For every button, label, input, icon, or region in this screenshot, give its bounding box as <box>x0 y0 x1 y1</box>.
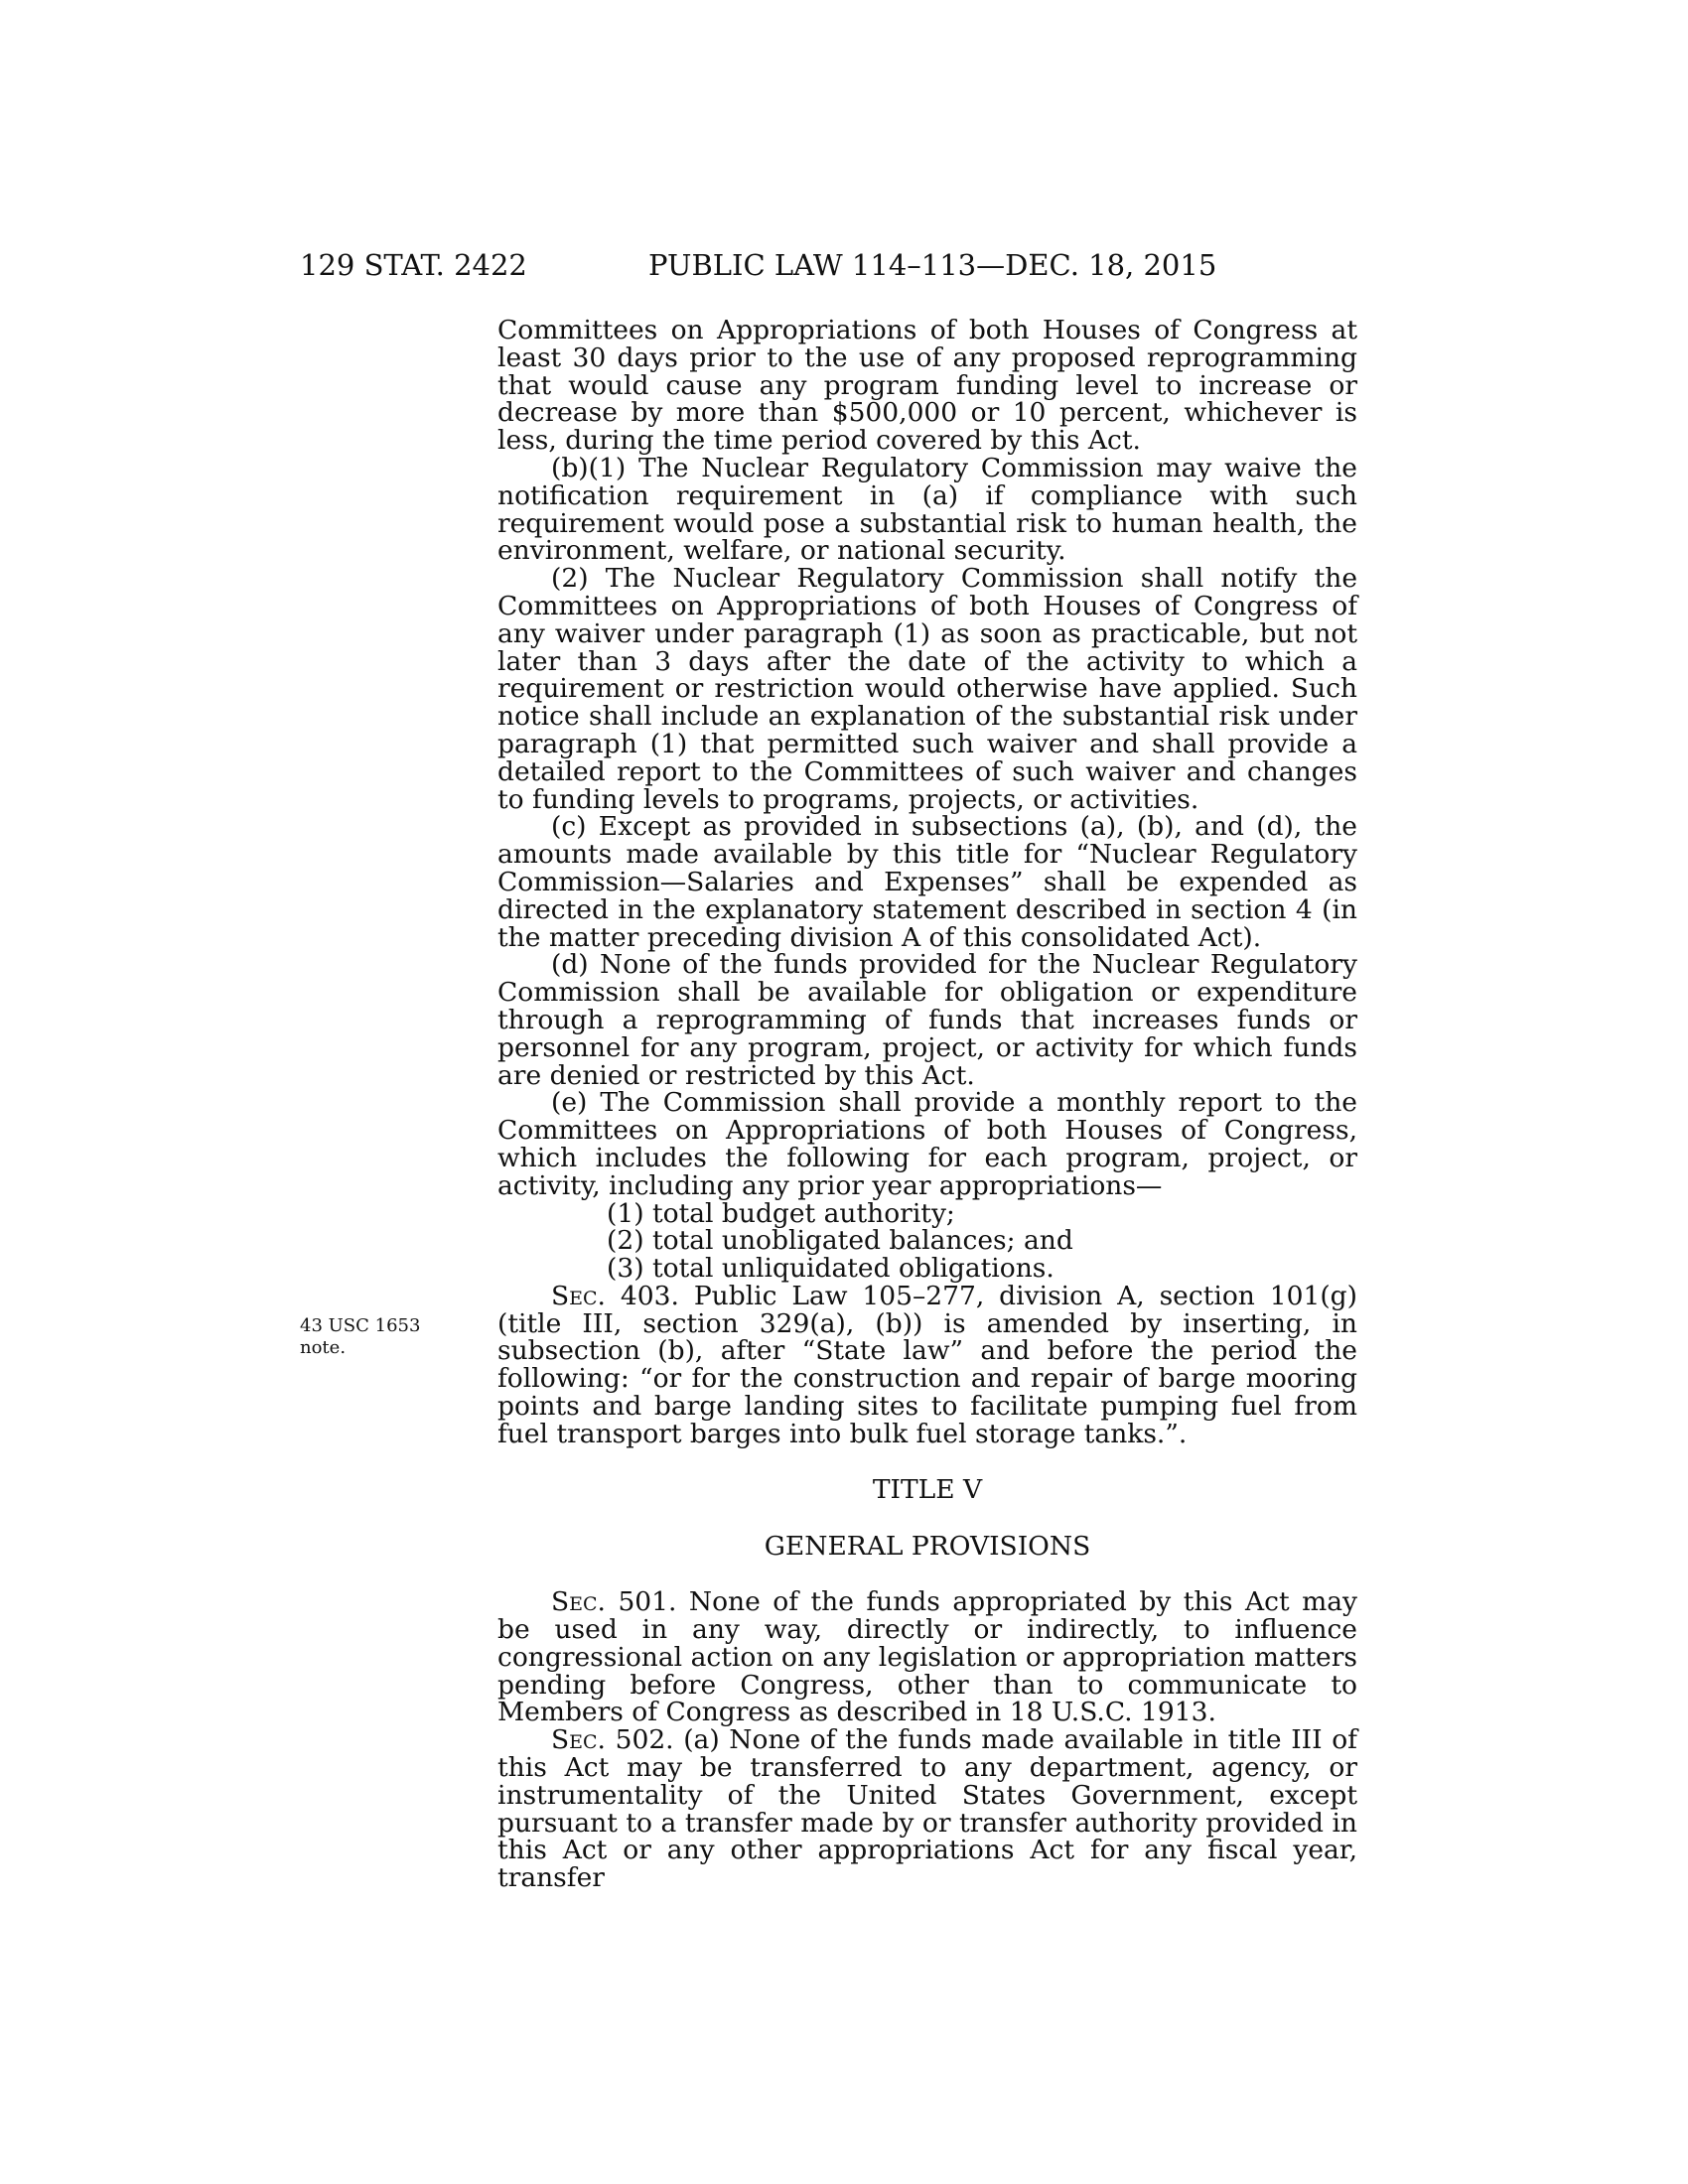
paragraph-b1: (b)(1) The Nuclear Regulatory Commission may waive the notification requirement in (a) if compliance with such requirement would pose a substantial risk to human health, the environment, welfare, or national security. <box>497 452 1357 567</box>
statute-page-number: 129 STAT. 2422 <box>300 248 527 282</box>
paragraph-c: (c) Except as provided in subsections (a), (b), and (d), the amounts made available by this title for “Nuclear Regulatory Commission—Salaries and Expenses” shall be expended as directed in the explanatory statement described in section 4 (in the matter preceding division A of this consolidated Act). <box>497 811 1357 953</box>
section-501 <box>497 1588 1357 1726</box>
title-v-heading: TITLE V <box>872 1473 983 1505</box>
margin-citation-line: 43 USC 1653 <box>300 1315 421 1336</box>
paragraph-e: (e) The Commission shall provide a monthly report to the Committees on Appropriations of both Houses of Congress, which includes the following for each program, project, or activity, including any prior year appropriations— <box>497 1087 1357 1201</box>
list-item-3: (3) total unliquidated obligations. <box>607 1253 1055 1285</box>
body-text-column <box>497 317 1357 1892</box>
section-502-text: (a) None of the funds made available in title III of this Act may be transferred to any department, agency, or instrumentality of the United States Government, except pursuant to a transfer made by or transfer authority provided in this Act or any other appropriations Act for any fiscal year, transfer <box>497 1724 1357 1894</box>
paragraph-intro-continued: Committees on Appropriations of both Houses of Congress at least 30 days prior to the use of any proposed reprogramming that would cause any program funding level to increase or decrease by more than $500,000 or 10 percent, whichever is less, during the time period covered by this Act. <box>497 315 1357 457</box>
general-provisions-heading: GENERAL PROVISIONS <box>764 1531 1091 1563</box>
page-header <box>0 248 1688 288</box>
section-502-label: Sec. 502. <box>551 1724 674 1756</box>
section-403-text: Public Law 105–277, division A, section 101(g) (title III, section 329(a), (b)) is amended by inserting, in subsection (b), after “State law” and before the period the following: “or for the construction and repair of barge mooring points and barge landing sites to facilitate pumping fuel from fuel transport barges into bulk fuel storage tanks.”. <box>497 1280 1357 1449</box>
paragraph-d: (d) None of the funds provided for the Nuclear Regulatory Commission shall be available for obligation or expenditure through a reprogramming of funds that increases funds or personnel for any program, project, or activity for which funds are denied or restricted by this Act. <box>497 949 1357 1091</box>
list-item-2: (2) total unobligated balances; and <box>607 1225 1073 1257</box>
margin-citation-note <box>300 1315 449 1359</box>
section-403 <box>497 1280 1357 1449</box>
section-501-text: None of the funds appropriated by this Act may be used in any way, directly or indirectly, to influence congressional action on any legislation or appropriation matters pending before Congress, other than to communicate to Members of Congress as described in 18 U.S.C. 1913. <box>497 1586 1357 1728</box>
section-501-label: Sec. 501. <box>551 1586 677 1618</box>
paragraph-b2: (2) The Nuclear Regulatory Commission shall notify the Committees on Appropriations of both Houses of Congress of any waiver under paragraph (1) as soon as practicable, but not later than 3 days after the date of the activity to which a requirement or restriction would otherwise have applied. Such notice shall include an explanation of the substantial risk under paragraph (1) that permitted such waiver and shall provide a detailed report to the Committees of such waiver and changes to funding levels to programs, projects, or activities. <box>497 563 1357 815</box>
running-head-title: PUBLIC LAW 114–113—DEC. 18, 2015 <box>648 248 1217 282</box>
margin-citation-suffix: note. <box>300 1337 347 1358</box>
section-403-label: Sec. 403. <box>551 1280 679 1311</box>
section-502 <box>497 1726 1357 1892</box>
list-item-1: (1) total budget authority; <box>607 1197 955 1229</box>
